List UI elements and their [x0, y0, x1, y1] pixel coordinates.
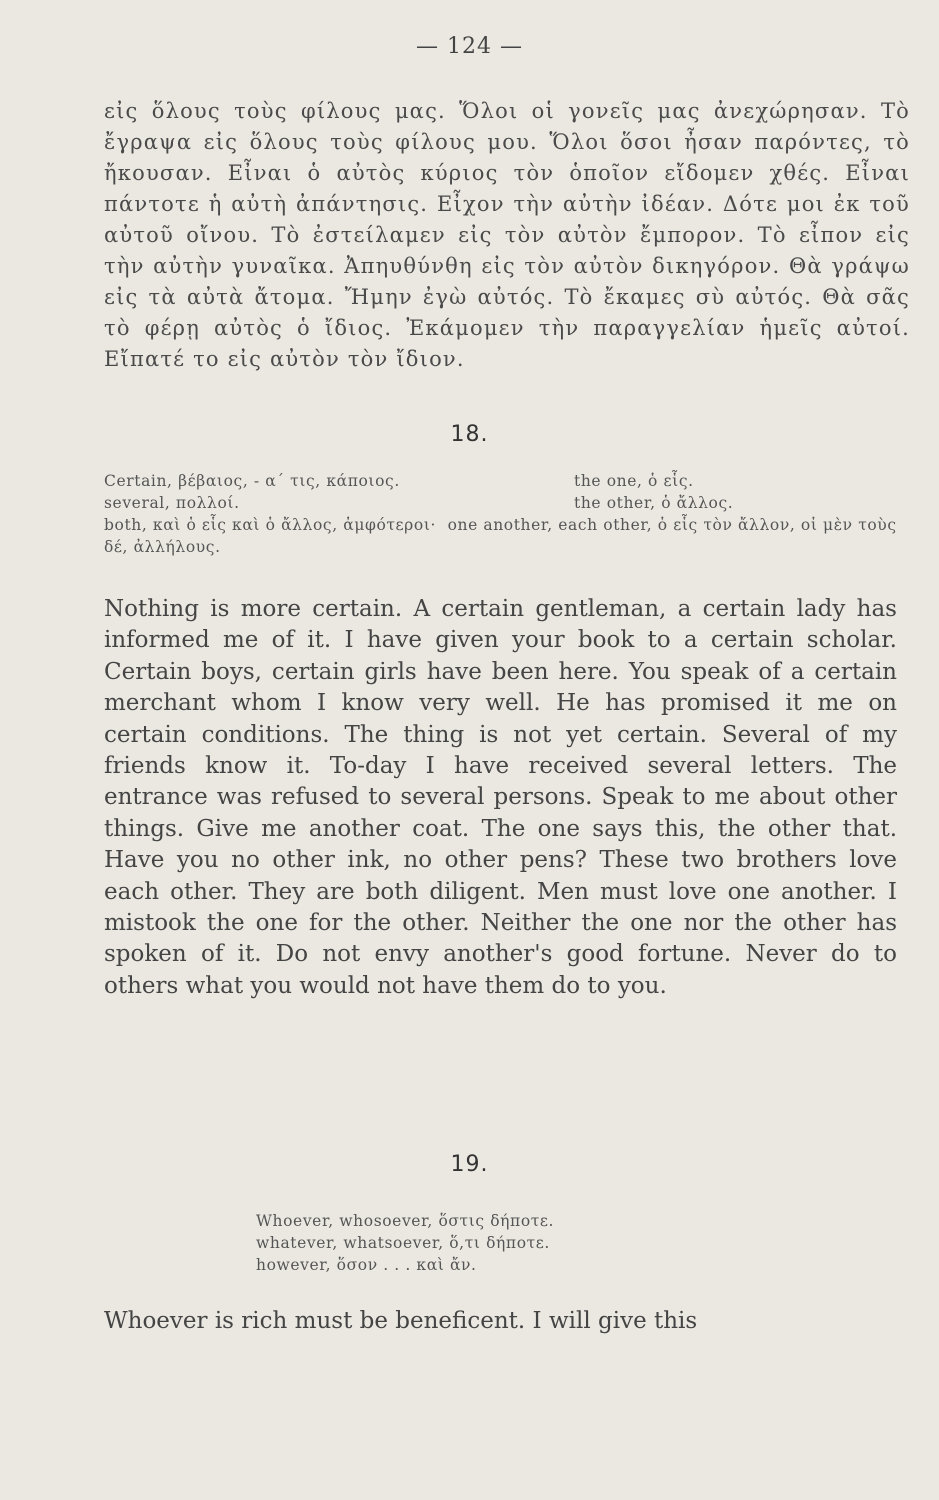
section-19-exercise: Whoever is rich must be beneficent. I will give this	[104, 1308, 698, 1334]
vocab-entry: one another, each other, ὁ εἷς τὸν ἄλλον, οἱ μὲν τοὺς δέ, ἀλλήλους.	[104, 516, 897, 556]
vocab-entry: however, ὅσον . . . καὶ ἄν.	[256, 1256, 477, 1274]
section-18-heading: 18.	[450, 422, 489, 447]
vocab-entry: both, καὶ ὁ εἷς καὶ ὁ ἄλλος, ἀμφότεροι·	[104, 516, 437, 534]
vocab-entry: whatever, whatsoever, ὅ,τι δήποτε.	[256, 1234, 550, 1252]
exercise-text: Nothing is more certain. A certain gentleman, a certain lady has informed me of it. I have given your book to a certain scholar. Certain boys, certain girls have been here. You speak of a certain merchant whom I know very well. He has promised it me on certain conditions. The thing is not yet certain. Several of my friends know it. To-day I have received several letters. The entrance was refused to several persons. Speak to me about other things. Give me another coat. The one says this, the other that. Have you no other ink, no other pens? These two brothers love each other. They are both diligent. Men must love one another. I mistook the one for the other. Neither the one nor the other has spoken of it. Do not envy another's good fortune. Never do to others what you would not have them do to you.	[104, 596, 897, 999]
greek-paragraph	[104, 96, 910, 375]
vocab-entry: the one, ὁ εἷς.	[574, 472, 694, 490]
section-18-vocabulary	[104, 470, 910, 558]
section-19-vocabulary	[256, 1210, 856, 1276]
vocab-row	[104, 514, 910, 558]
vocab-row	[104, 492, 910, 514]
vocab-entry: the other, ὁ ἄλλος.	[574, 494, 734, 512]
vocab-entry: Certain, βέβαιος, - α΄ τις, κάποιος.	[104, 472, 400, 490]
vocab-entry: Whoever, whosoever, ὅστις δήποτε.	[256, 1212, 555, 1230]
section-19-heading: 19.	[450, 1152, 489, 1177]
greek-text: εἰς ὅλους τοὺς φίλους μας. Ὅλοι οἱ γονεῖς μας ἀνεχώρησαν. Τὸ ἔγραψα εἰς ὅλους τοὺς φίλους μου. Ὅλοι ὅσοι ἦσαν παρόντες, τὸ ἤκουσαν. Εἶναι ὁ αὐτὸς κύριος τὸν ὁποῖον εἴδομεν χθές. Εἶναι πάντοτε ἡ αὐτὴ ἀπάντησις. Εἶχον τὴν αὐτὴν ἰδέαν. Δότε μοι ἐκ τοῦ αὐτοῦ οἴνου. Τὸ ἐστείλαμεν εἰς τὸν αὐτὸν ἔμπορον. Τὸ εἶπον εἰς τὴν αὐτὴν γυναῖκα. Ἀπηυθύνθη εἰς τὸν αὐτὸν δικηγόρον. Θὰ γράψω εἰς τὰ αὐτὰ ἄτομα. Ἤμην ἐγὼ αὐτός. Τὸ ἔκαμες σὺ αὐτός. Θὰ σᾶς τὸ φέρῃ αὐτὸς ὁ ἴδιος. Ἐκάμομεν τὴν παραγγελίαν ἡμεῖς αὐτοί. Εἴπατέ το εἰς αὐτὸν τὸν ἴδιον.	[104, 99, 910, 371]
vocab-row	[104, 470, 910, 492]
vocab-entry: several, πολλοί.	[104, 494, 240, 512]
section-18-exercise	[104, 594, 897, 1002]
page-number: — 124 —	[416, 34, 523, 59]
